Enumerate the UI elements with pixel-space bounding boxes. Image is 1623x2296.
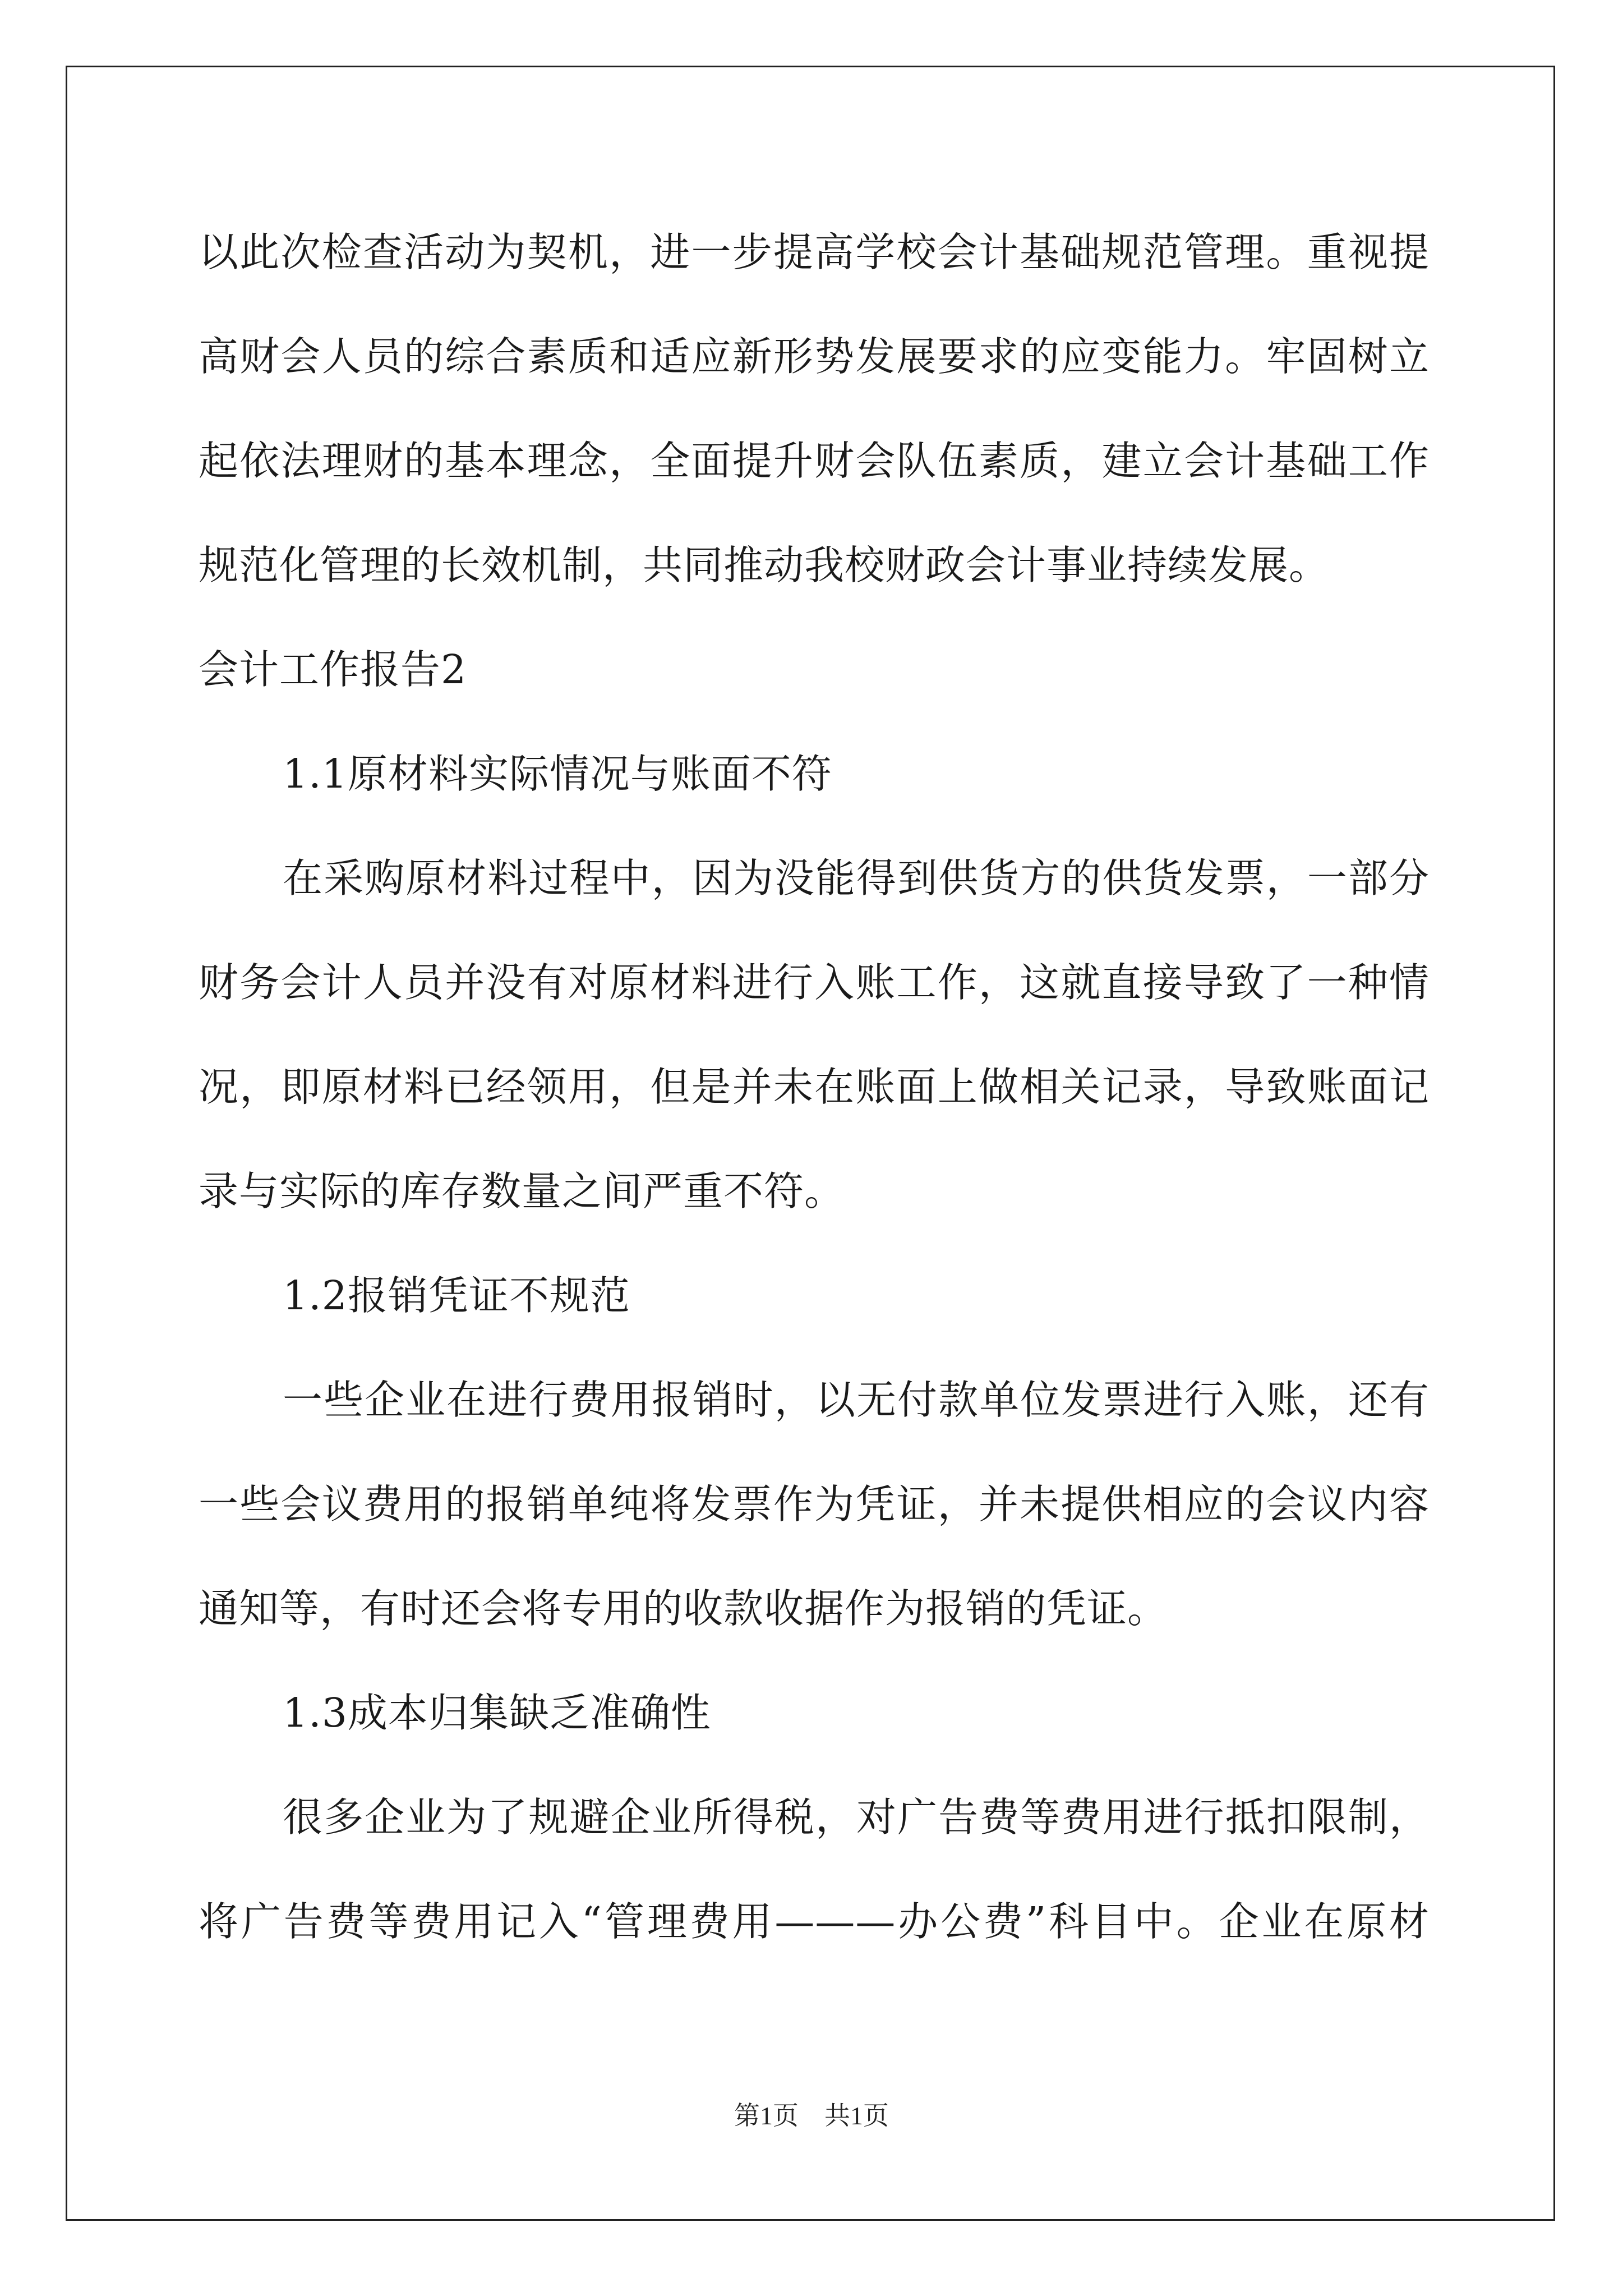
paragraph-line: 起依法理财的基本理念，全面提升财会队伍素质，建立会计基础工作 bbox=[199, 438, 1430, 484]
document-body bbox=[199, 210, 1430, 1984]
paragraph-line: 将广告费等费用记入“管理费用———办公费”科目中。企业在原材 bbox=[199, 1898, 1430, 1945]
paragraph-line: 一些企业在进行费用报销时，以无付款单位发票进行入账，还有 bbox=[283, 1377, 1430, 1423]
paragraph-line: 规范化管理的长效机制，共同推动我校财政会计事业持续发展。 bbox=[199, 542, 1330, 588]
section-heading: 会计工作报告2 bbox=[199, 646, 467, 693]
subsection-heading: 1.3成本归集缺乏准确性 bbox=[283, 1690, 711, 1736]
subsection-heading: 1.2报销凭证不规范 bbox=[283, 1272, 630, 1319]
paragraph-line: 在采购原材料过程中，因为没能得到供货方的供货发票，一部分 bbox=[283, 855, 1430, 901]
paragraph-line: 以此次检查活动为契机，进一步提高学校会计基础规范管理。重视提 bbox=[199, 229, 1430, 275]
paragraph-line: 录与实际的库存数量之间严重不符。 bbox=[199, 1168, 845, 1214]
paragraph-line: 财务会计人员并没有对原材料进行入账工作，这就直接导致了一种情 bbox=[199, 959, 1430, 1006]
paragraph-line: 高财会人员的综合素质和适应新形势发展要求的应变能力。牢固树立 bbox=[199, 333, 1430, 380]
page-number-footer: 第1页 共1页 bbox=[734, 2101, 889, 2130]
paragraph-line: 一些会议费用的报销单纯将发票作为凭证，并未提供相应的会议内容 bbox=[199, 1481, 1430, 1527]
paragraph-line: 很多企业为了规避企业所得税，对广告费等费用进行抵扣限制， bbox=[283, 1794, 1430, 1841]
paragraph-line: 况，即原材料已经领用，但是并未在账面上做相关记录，导致账面记 bbox=[199, 1064, 1430, 1110]
subsection-heading: 1.1原材料实际情况与账面不符 bbox=[283, 751, 832, 797]
paragraph-line: 通知等，有时还会将专用的收款收据作为报销的凭证。 bbox=[199, 1585, 1168, 1632]
